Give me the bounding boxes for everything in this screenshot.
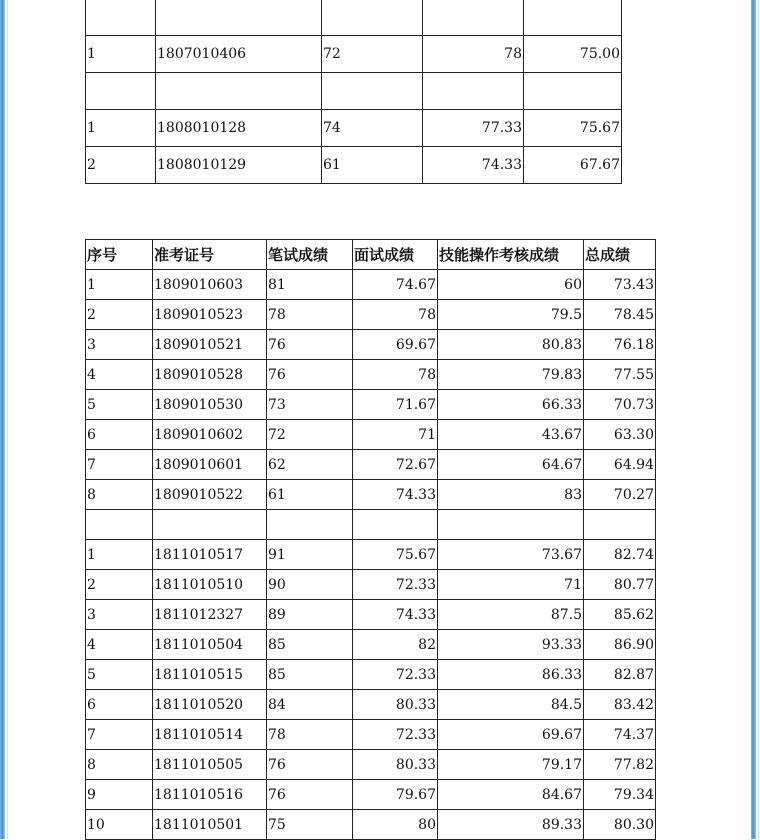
cell-seq: 5 (86, 660, 153, 690)
cell-exam-id: 1811010510 (153, 570, 267, 600)
table-row (86, 570, 656, 600)
cell-exam-id: 1809010523 (153, 300, 267, 330)
table-row (86, 630, 656, 660)
table-row (86, 600, 656, 630)
table-row (86, 510, 656, 540)
cell-seq: 9 (86, 780, 153, 810)
cell-exam-id: 1811010516 (153, 780, 267, 810)
cell-interview-score: 75.67 (353, 540, 438, 570)
cell-total-score: 77.55 (584, 360, 656, 390)
cell-exam-id: 1809010603 (153, 270, 267, 300)
cell-seq: 1 (86, 36, 156, 73)
cell-seq: 3 (86, 600, 153, 630)
header-interview-score: 面试成绩 (353, 240, 438, 270)
cell-skill-score: 84.5 (438, 690, 584, 720)
table-row (86, 360, 656, 390)
cell-interview-score (423, 73, 524, 110)
cell-interview-score: 80.33 (353, 690, 438, 720)
cell-total-score: 76.18 (584, 330, 656, 360)
table-row (86, 660, 656, 690)
cell-exam-id: 1811010520 (153, 690, 267, 720)
cell-interview-score: 82 (353, 630, 438, 660)
cell-skill-score: 71 (438, 570, 584, 600)
cell-written-score: 91 (267, 540, 353, 570)
cell-total-score: 83.42 (584, 690, 656, 720)
cell-interview-score: 78 (353, 360, 438, 390)
cell-total-score: 64.94 (584, 450, 656, 480)
table-row (86, 450, 656, 480)
cell-exam-id: 1809010528 (153, 360, 267, 390)
cell-exam-id: 1809010522 (153, 480, 267, 510)
window-left-border (0, 0, 5, 839)
cell-skill-score (438, 510, 584, 540)
cell-seq: 2 (86, 570, 153, 600)
cell-interview-score: 69.67 (353, 330, 438, 360)
table-row (86, 110, 622, 147)
cell-seq: 2 (86, 300, 153, 330)
cell-exam-id: 1811010515 (153, 660, 267, 690)
score-table-upper (85, 0, 622, 184)
cell-written-score: 75 (267, 810, 353, 840)
cell-total-score: 85.62 (584, 600, 656, 630)
cell-written-score: 90 (267, 570, 353, 600)
cell-written-score: 62 (267, 450, 353, 480)
cell-seq: 1 (86, 540, 153, 570)
table-row (86, 750, 656, 780)
cell-total-score: 70.73 (584, 390, 656, 420)
cell-interview-score: 71.67 (353, 390, 438, 420)
cell-total-score: 73.43 (584, 270, 656, 300)
cell-total-score: 80.30 (584, 810, 656, 840)
cell-skill-score: 64.67 (438, 450, 584, 480)
cell-written-score: 85 (267, 630, 353, 660)
cell-seq (86, 0, 156, 36)
cell-interview-score: 78 (353, 300, 438, 330)
cell-written-score: 74 (322, 110, 423, 147)
cell-seq: 7 (86, 720, 153, 750)
cell-written-score (322, 73, 423, 110)
cell-total-score: 78.45 (584, 300, 656, 330)
cell-skill-score: 66.33 (438, 390, 584, 420)
cell-interview-score: 72.33 (353, 660, 438, 690)
table-row (86, 690, 656, 720)
cell-written-score: 78 (267, 720, 353, 750)
cell-written-score: 89 (267, 600, 353, 630)
cell-written-score: 72 (322, 36, 423, 73)
cell-skill-score: 84.67 (438, 780, 584, 810)
cell-seq: 2 (86, 147, 156, 184)
window-right-border (751, 0, 756, 839)
cell-exam-id: 1808010129 (156, 147, 322, 184)
table-row (86, 540, 656, 570)
cell-written-score (322, 0, 423, 36)
cell-skill-score: 79.83 (438, 360, 584, 390)
cell-interview-score: 80.33 (353, 750, 438, 780)
cell-written-score: 76 (267, 330, 353, 360)
header-exam-id: 准考证号 (153, 240, 267, 270)
table-row (86, 420, 656, 450)
cell-seq: 8 (86, 750, 153, 780)
cell-seq (86, 510, 153, 540)
cell-seq: 7 (86, 450, 153, 480)
cell-exam-id (153, 510, 267, 540)
cell-seq: 8 (86, 480, 153, 510)
table-row (86, 270, 656, 300)
table-row (86, 0, 622, 36)
cell-total-score: 63.30 (584, 420, 656, 450)
cell-written-score: 61 (267, 480, 353, 510)
score-table-upper-body (86, 0, 622, 184)
cell-interview-score: 80 (353, 810, 438, 840)
cell-written-score: 78 (267, 300, 353, 330)
cell-exam-id: 1807010406 (156, 36, 322, 73)
cell-seq: 5 (86, 390, 153, 420)
cell-total-score: 67.67 (524, 147, 622, 184)
cell-exam-id: 1811010504 (153, 630, 267, 660)
cell-total-score: 75.67 (524, 110, 622, 147)
cell-skill-score: 83 (438, 480, 584, 510)
header-written-score: 笔试成绩 (267, 240, 353, 270)
cell-interview-score: 79.67 (353, 780, 438, 810)
cell-total-score: 75.00 (524, 36, 622, 73)
cell-exam-id: 1809010521 (153, 330, 267, 360)
cell-total-score: 86.90 (584, 630, 656, 660)
header-skill-score: 技能操作考核成绩 (438, 240, 584, 270)
window-right-edge (758, 0, 759, 839)
cell-total-score (584, 510, 656, 540)
cell-written-score: 72 (267, 420, 353, 450)
score-table-lower (85, 239, 656, 840)
cell-written-score: 84 (267, 690, 353, 720)
cell-seq: 1 (86, 110, 156, 147)
cell-total-score: 74.37 (584, 720, 656, 750)
cell-interview-score: 72.33 (353, 570, 438, 600)
cell-skill-score: 80.83 (438, 330, 584, 360)
cell-interview-score: 77.33 (423, 110, 524, 147)
cell-total-score: 79.34 (584, 780, 656, 810)
cell-skill-score: 79.17 (438, 750, 584, 780)
cell-seq: 3 (86, 330, 153, 360)
cell-exam-id: 1809010601 (153, 450, 267, 480)
cell-interview-score: 74.67 (353, 270, 438, 300)
cell-seq: 1 (86, 270, 153, 300)
cell-skill-score: 69.67 (438, 720, 584, 750)
cell-skill-score: 60 (438, 270, 584, 300)
cell-written-score: 85 (267, 660, 353, 690)
cell-interview-score (423, 0, 524, 36)
cell-total-score (524, 0, 622, 36)
cell-skill-score: 89.33 (438, 810, 584, 840)
cell-interview-score (353, 510, 438, 540)
cell-exam-id: 1811010501 (153, 810, 267, 840)
cell-seq (86, 73, 156, 110)
cell-skill-score: 86.33 (438, 660, 584, 690)
cell-seq: 4 (86, 360, 153, 390)
cell-exam-id: 1808010128 (156, 110, 322, 147)
score-table-lower-body (86, 240, 656, 840)
table-header-row (86, 240, 656, 270)
cell-exam-id: 1811010514 (153, 720, 267, 750)
cell-total-score: 77.82 (584, 750, 656, 780)
header-total-score: 总成绩 (584, 240, 656, 270)
cell-interview-score: 74.33 (353, 480, 438, 510)
cell-written-score: 81 (267, 270, 353, 300)
cell-skill-score: 73.67 (438, 540, 584, 570)
cell-exam-id: 1811010517 (153, 540, 267, 570)
cell-total-score: 70.27 (584, 480, 656, 510)
cell-written-score: 76 (267, 750, 353, 780)
cell-interview-score: 72.33 (353, 720, 438, 750)
table-row (86, 36, 622, 73)
table-row (86, 390, 656, 420)
cell-exam-id (156, 73, 322, 110)
cell-written-score (267, 510, 353, 540)
cell-total-score (524, 73, 622, 110)
table-row (86, 480, 656, 510)
cell-interview-score: 72.67 (353, 450, 438, 480)
cell-exam-id: 1809010530 (153, 390, 267, 420)
table-row (86, 720, 656, 750)
cell-written-score: 76 (267, 780, 353, 810)
cell-seq: 6 (86, 420, 153, 450)
cell-exam-id (156, 0, 322, 36)
cell-interview-score: 74.33 (423, 147, 524, 184)
header-seq: 序号 (86, 240, 153, 270)
window-left-edge (7, 0, 8, 839)
cell-skill-score: 87.5 (438, 600, 584, 630)
table-row (86, 810, 656, 840)
cell-exam-id: 1811010505 (153, 750, 267, 780)
cell-seq: 4 (86, 630, 153, 660)
cell-skill-score: 43.67 (438, 420, 584, 450)
table-row (86, 330, 656, 360)
cell-written-score: 73 (267, 390, 353, 420)
cell-written-score: 61 (322, 147, 423, 184)
table-row (86, 780, 656, 810)
cell-written-score: 76 (267, 360, 353, 390)
cell-interview-score: 78 (423, 36, 524, 73)
cell-total-score: 82.87 (584, 660, 656, 690)
cell-interview-score: 71 (353, 420, 438, 450)
table-row (86, 300, 656, 330)
cell-total-score: 82.74 (584, 540, 656, 570)
table-row (86, 147, 622, 184)
table-row (86, 73, 622, 110)
cell-exam-id: 1811012327 (153, 600, 267, 630)
cell-skill-score: 93.33 (438, 630, 584, 660)
cell-seq: 10 (86, 810, 153, 840)
cell-seq: 6 (86, 690, 153, 720)
cell-skill-score: 79.5 (438, 300, 584, 330)
cell-total-score: 80.77 (584, 570, 656, 600)
cell-interview-score: 74.33 (353, 600, 438, 630)
cell-exam-id: 1809010602 (153, 420, 267, 450)
